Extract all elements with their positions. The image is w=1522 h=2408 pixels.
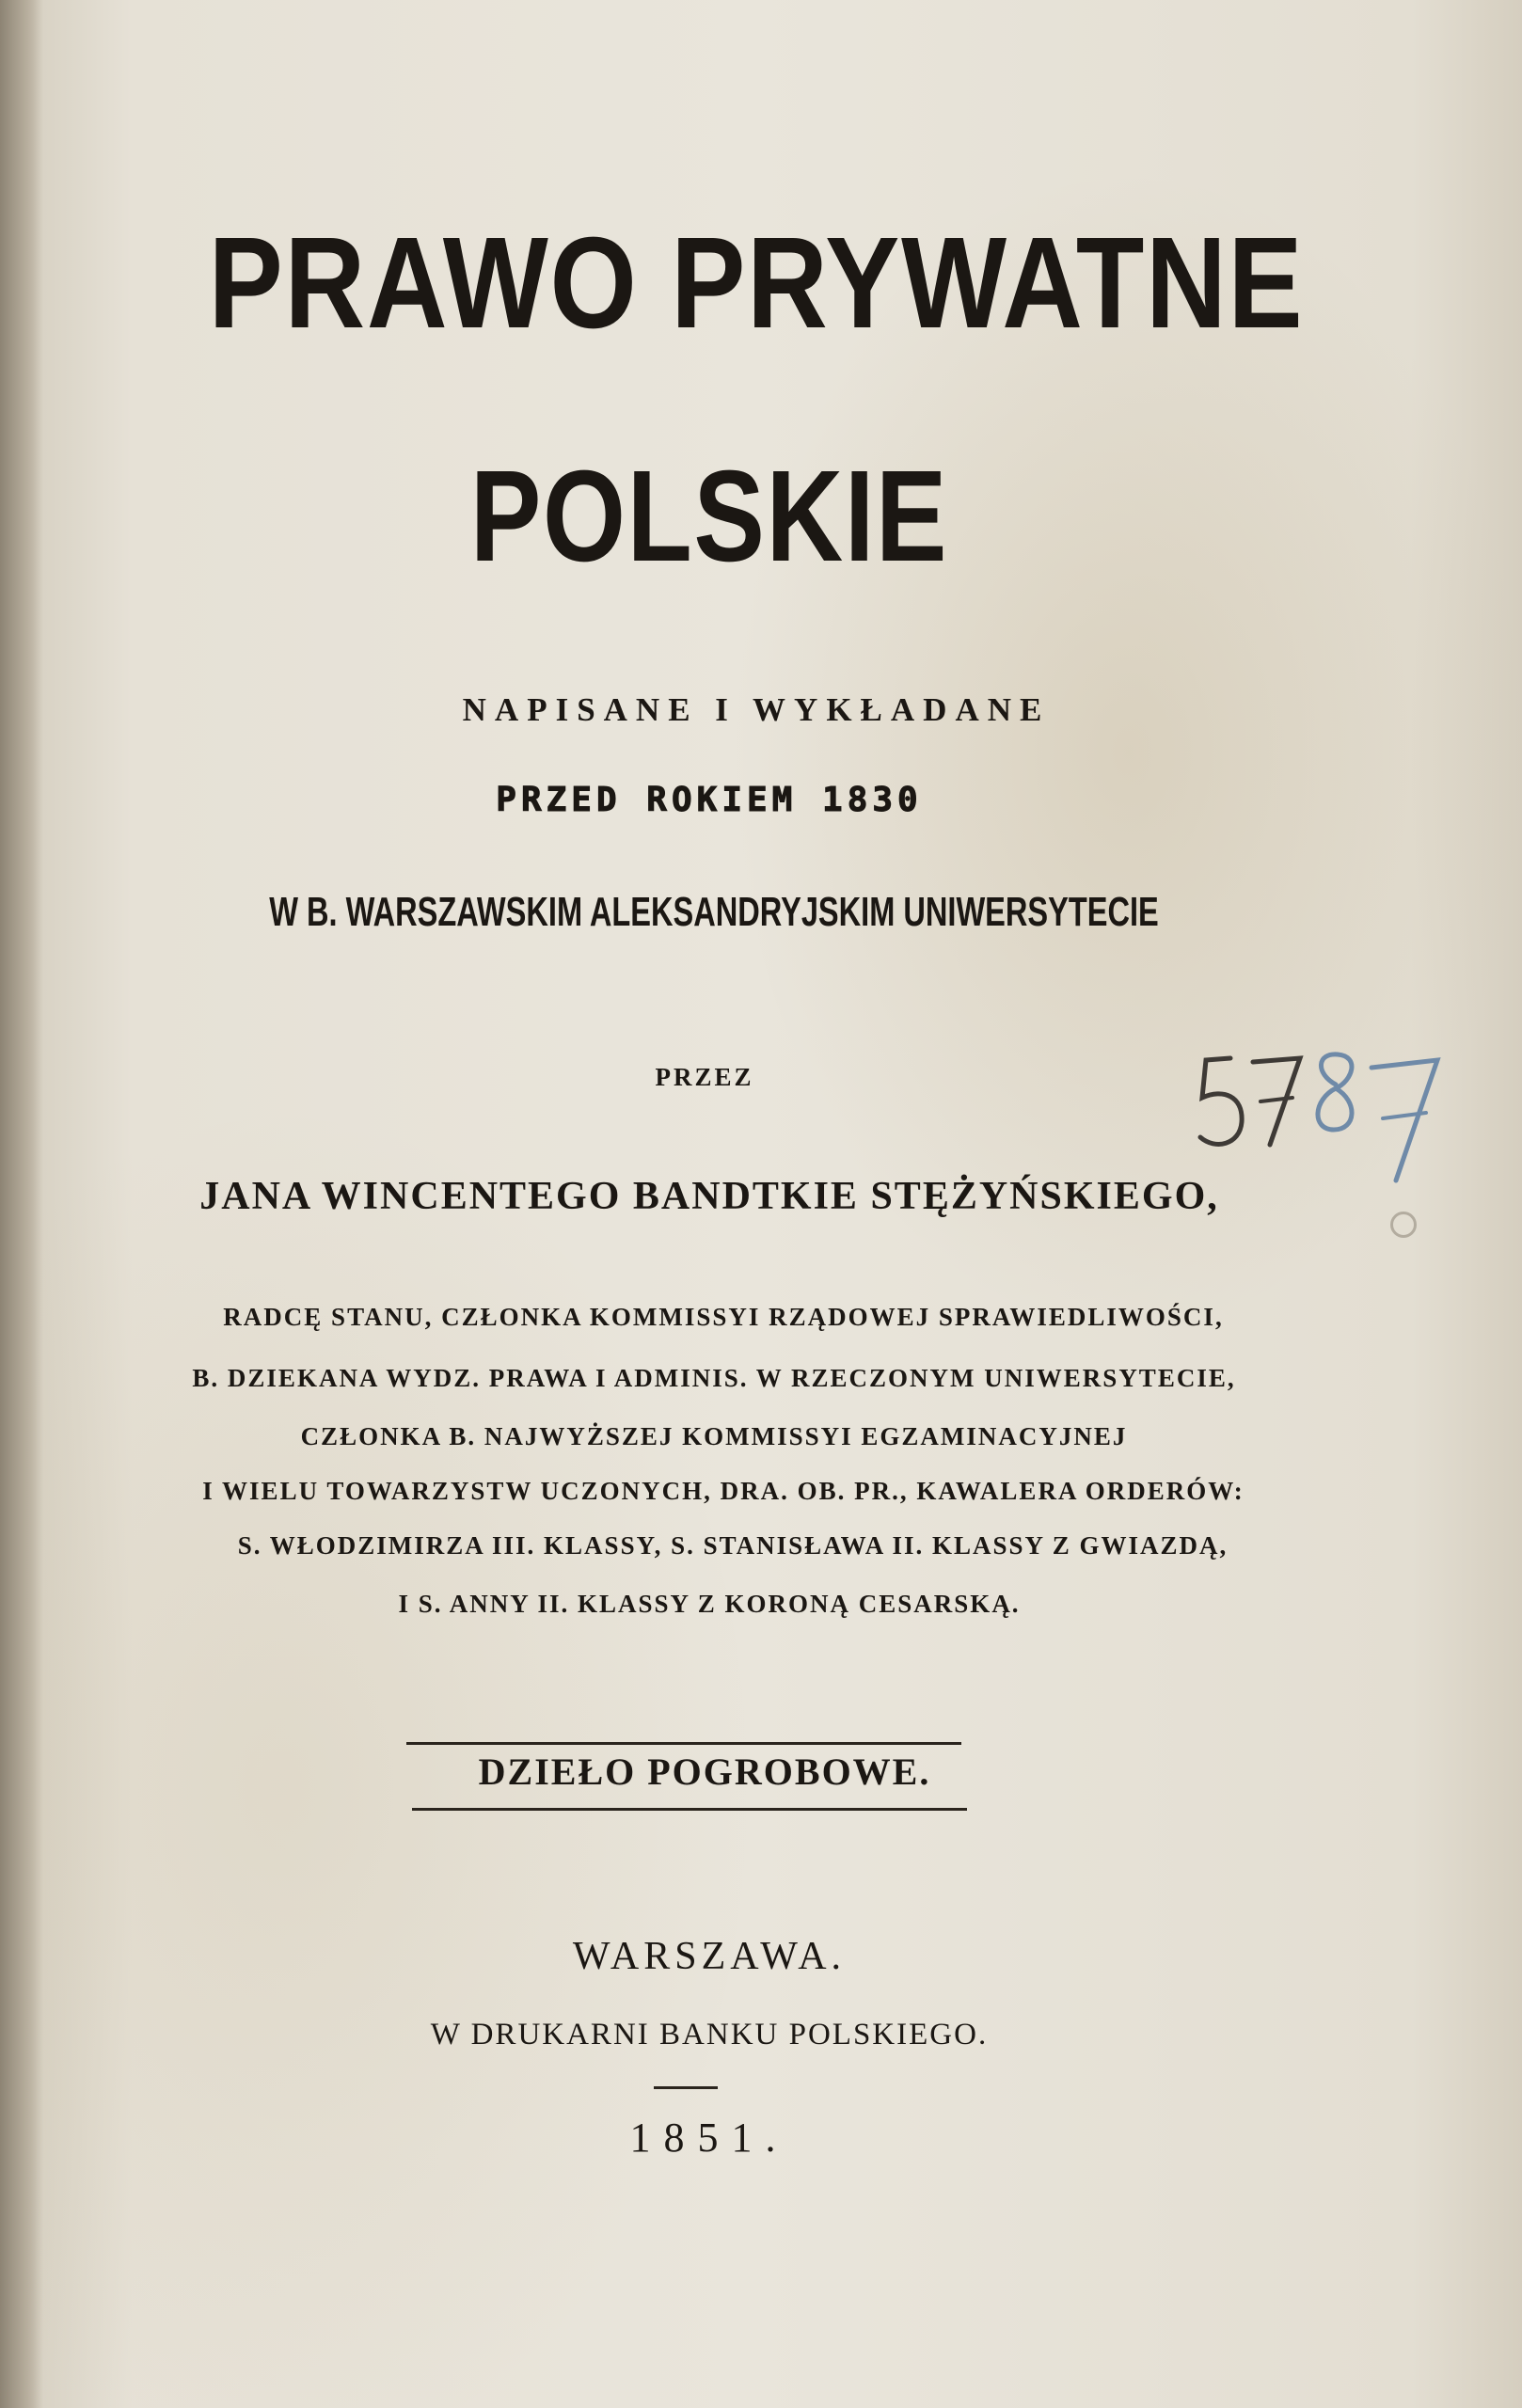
- rule-below-posthumous: [412, 1808, 967, 1811]
- place-of-publication: WARSZAWA.: [572, 1935, 847, 1978]
- rule-above-year: [654, 2086, 718, 2089]
- title-line-2: POLSKIE: [469, 444, 949, 589]
- subtitle: NAPISANE I WYKŁADANE: [462, 691, 1051, 728]
- author-title-line-4: I WIELU TOWARZYSTW UCZONYCH, DRA. OB. PR., KAWALERA ORDERÓW:: [202, 1477, 1245, 1505]
- rule-above-posthumous: [406, 1742, 961, 1745]
- title-line-1: PRAWO PRYWATNE: [208, 211, 1305, 356]
- university-line: W B. WARSZAWSKIM ALEKSANDRYJSKIM UNIWERSYTECIE: [269, 889, 1159, 935]
- handwritten-shelfmark: [1195, 1039, 1467, 1190]
- author-title-line-5: S. WŁODZIMIRZA III. KLASSY, S. STANISŁAWA II. KLASSY Z GWIAZDĄ,: [237, 1531, 1229, 1560]
- author-title-line-2: B. DZIEKANA WYDZ. PRAWA I ADMINIS. W RZECZONYM UNIWERSYTECIE,: [192, 1364, 1236, 1392]
- posthumous-label: DZIEŁO POGROBOWE.: [478, 1751, 931, 1793]
- author-title-line-3: CZŁONKA B. NAJWYŻSZEJ KOMMISSYI EGZAMINACYJNEJ: [300, 1422, 1128, 1450]
- stamp-ring-mark: [1390, 1212, 1417, 1238]
- publication-year: 1851.: [629, 2115, 789, 2161]
- author-title-line-1: RADCĘ STANU, CZŁONKA KOMMISSYI RZĄDOWEJ SPRAWIEDLIWOŚCI,: [223, 1303, 1224, 1331]
- printer: W DRUKARNI BANKU POLSKIEGO.: [430, 2018, 989, 2052]
- author-title-line-6: I S. ANNY II. KLASSY Z KORONĄ CESARSKĄ.: [398, 1590, 1021, 1618]
- year-line: PRZED ROKIEM 1830: [496, 781, 923, 819]
- by-label: PRZEZ: [655, 1063, 754, 1091]
- author-name: JANA WINCENTEGO BANDTKIE STĘŻYŃSKIEGO,: [199, 1175, 1219, 1218]
